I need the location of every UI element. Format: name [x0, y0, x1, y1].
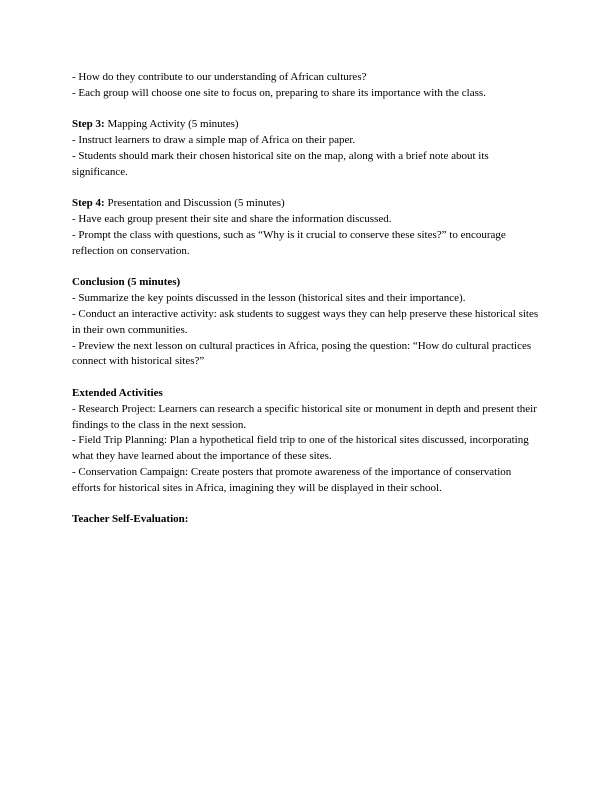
teacher-self-evaluation-section [72, 512, 542, 528]
step-3-line: - Students should mark their chosen historical site on the map, along with a brief note about its significance. [72, 149, 489, 178]
step-4-line: - Have each group present their site and share the information discussed. [72, 213, 392, 226]
conclusion-line: - Conduct an interactive activity: ask students to suggest ways they can help preserve these historical sites in their own communities. [72, 307, 539, 336]
step-4-section [72, 196, 542, 259]
step-4-title: Presentation and Discussion (5 minutes) [104, 197, 285, 210]
step-4-line: - Prompt the class with questions, such as “Why is it crucial to conserve these sites?” to encourage reflection on conservation. [72, 228, 506, 257]
step-3-heading [72, 117, 542, 133]
step-4-label: Step 4: [72, 197, 105, 210]
step-4-heading [72, 196, 542, 212]
step-3-label: Step 3: [72, 118, 105, 131]
conclusion-line: - Summarize the key points discussed in the lesson (historical sites and their importance). [72, 292, 466, 305]
teacher-self-evaluation-heading: Teacher Self-Evaluation: [72, 513, 189, 526]
extended-activities-heading: Extended Activities [72, 386, 163, 399]
extended-activity-line: - Research Project: Learners can research a specific historical site or monument in depth and present their findings to the class in the next session. [72, 402, 537, 431]
document-page [72, 70, 542, 544]
step-3-section [72, 117, 542, 180]
conclusion-section [72, 275, 542, 370]
extended-activities-section [72, 386, 542, 497]
step-3-title: Mapping Activity (5 minutes) [104, 118, 239, 131]
extended-activity-line: - Field Trip Planning: Plan a hypothetical field trip to one of the historical sites discussed, incorporating what they have learned about the importance of these sites. [72, 434, 529, 463]
extended-activity-line: - Conservation Campaign: Create posters that promote awareness of the importance of conservation efforts for historical sites in Africa, imagining they will be displayed in their school. [72, 465, 512, 494]
intro-line: - How do they contribute to our understanding of African cultures? [72, 71, 367, 83]
conclusion-heading: Conclusion (5 minutes) [72, 276, 181, 289]
intro-section [72, 70, 542, 102]
intro-line: - Each group will choose one site to focus on, preparing to share its importance with the class. [72, 86, 486, 99]
step-3-line: - Instruct learners to draw a simple map of Africa on their paper. [72, 134, 356, 147]
conclusion-line: - Preview the next lesson on cultural practices in Africa, posing the question: “How do cultural practices connect with historical sites?” [72, 339, 532, 368]
